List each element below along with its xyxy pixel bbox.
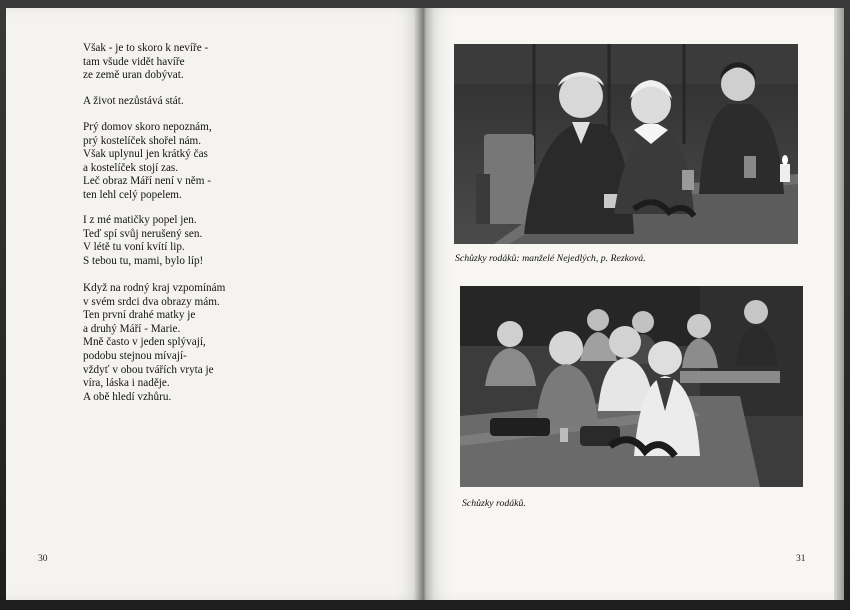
poem-line: ten lehl celý popelem. <box>83 188 182 201</box>
poem-line: I z mé matičky popel jen. <box>83 214 197 226</box>
poem-stanza-2 <box>83 95 383 109</box>
poem-line: Však - je to skoro k nevíře - <box>83 42 209 54</box>
poem-line: V létě tu voní kvítí lip. <box>83 241 185 254</box>
poem-line: v svém srdci dva obrazy mám. <box>83 295 220 308</box>
poem-stanza-5 <box>83 282 383 404</box>
poem-line: A obě hledí vzhůru. <box>83 390 172 403</box>
photo2-caption: Schůzky rodáků. <box>462 498 526 509</box>
poem-stanza-3 <box>83 121 383 203</box>
poem-line: Prý domov skoro nepoznám, <box>83 121 212 133</box>
poem-line: Ten první drahé matky je <box>83 309 196 322</box>
photo-couple-and-lady <box>454 44 798 244</box>
page-number-right: 31 <box>796 554 806 564</box>
poem-stanza-1 <box>83 42 383 83</box>
poem-line: prý kostelíček shořel nám. <box>83 134 202 147</box>
poem-line: vždyť v obou tvářích vryta je <box>83 363 214 376</box>
poem-line: Když na rodný kraj vzpomínám <box>83 282 226 294</box>
page-edge <box>834 8 844 600</box>
book-gutter <box>414 8 434 600</box>
poem-line: Mně často v jeden splývají, <box>83 336 206 349</box>
poem-line: S tebou tu, mami, bylo líp! <box>83 254 204 267</box>
poem-line: víra, láska i naděje. <box>83 377 170 390</box>
poem-line: Leč obraz Máří není v něm - <box>83 175 211 188</box>
poem-line: tam všude vidět havíře <box>83 55 185 68</box>
photo-group-of-women <box>460 286 803 487</box>
page-number-left: 30 <box>38 554 48 564</box>
poem-line: a druhý Máří - Marie. <box>83 322 181 335</box>
poem-line: podobu stejnou mívají- <box>83 349 187 362</box>
photo1-caption: Schůzky rodáků: manželé Nejedlých, p. Rezková. <box>455 253 646 264</box>
poem-line: A život nezůstává stát. <box>83 95 184 107</box>
poem-line: Teď spí svůj nerušený sen. <box>83 227 203 240</box>
poem-line: Však uplynul jen krátký čas <box>83 148 208 161</box>
poem-stanza-4 <box>83 214 383 268</box>
poem-line: a kostelíček stojí zas. <box>83 161 179 174</box>
poem-line: ze země uran dobývat. <box>83 69 184 82</box>
